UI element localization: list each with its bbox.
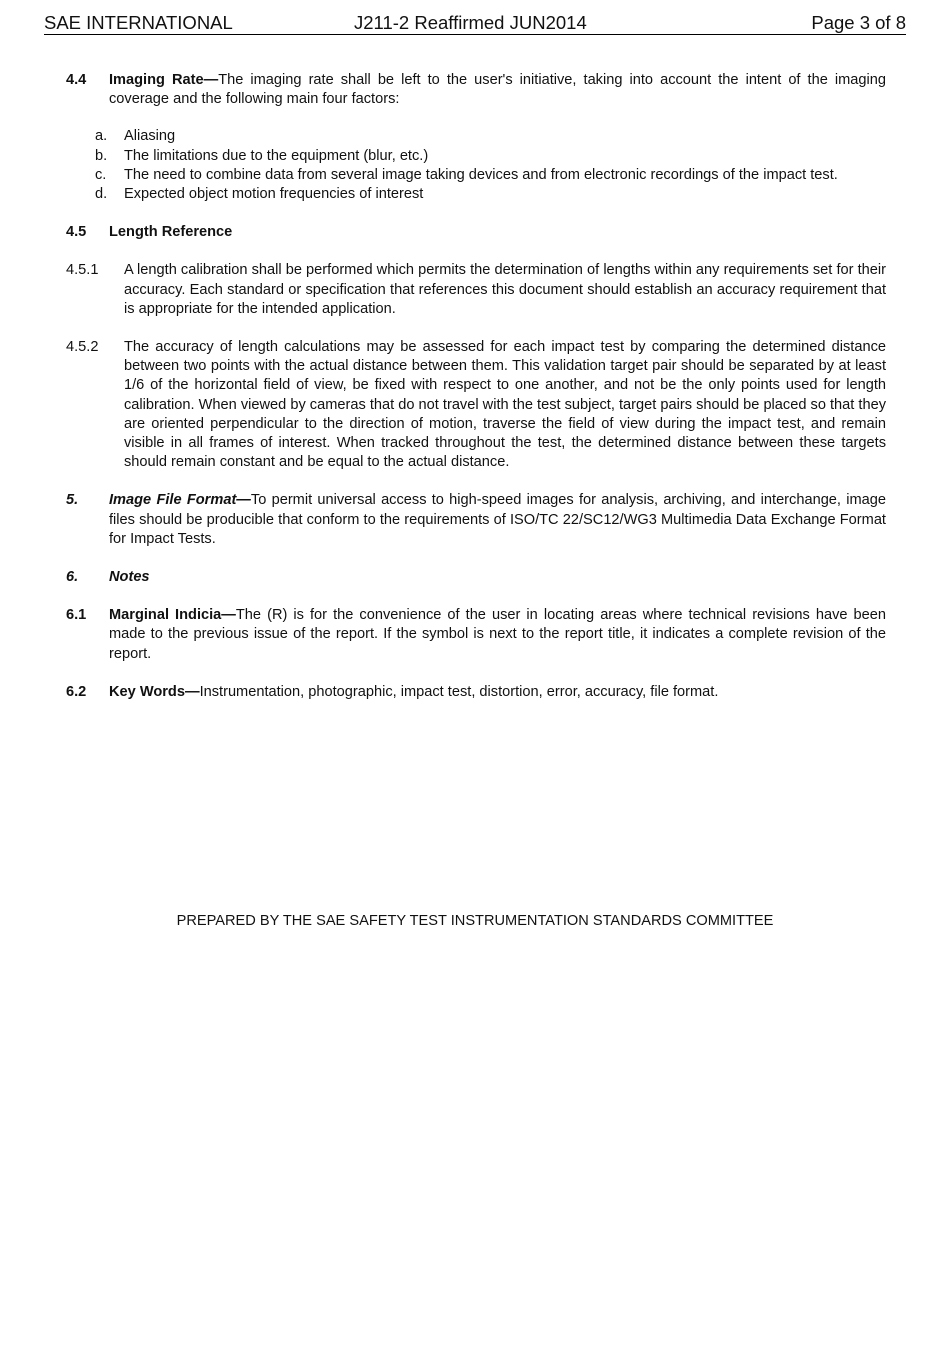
list-item-text: Aliasing xyxy=(124,128,176,145)
section-5 xyxy=(66,491,886,549)
section-title: Imaging Rate— xyxy=(109,72,219,88)
section-4-5 xyxy=(66,223,886,242)
document-body xyxy=(66,71,886,702)
section-title: Image File Format— xyxy=(109,492,251,509)
section-number: 4.5.2 xyxy=(66,339,99,356)
section-text: The (R) is for the convenience of the user in locating areas where technical revisions have been made to the previous issue of the report. If the symbol is next to the report title, it indicates a complete revision of the report. xyxy=(109,607,887,662)
section-text: Instrumentation, photographic, impact test, distortion, error, accuracy, file format. xyxy=(199,683,719,700)
section-text: The imaging rate shall be left to the user's initiative, taking into account the intent of the imaging coverage and the following main four factors: xyxy=(109,72,886,108)
section-title: Key Words— xyxy=(109,683,200,700)
header-org: SAE INTERNATIONAL xyxy=(44,12,233,33)
section-number: 6.2 xyxy=(66,683,87,700)
list-item xyxy=(66,147,886,166)
list-item-text: The need to combine data from several image taking devices and from electronic recordings of the impact test. xyxy=(124,166,838,183)
section-text: To permit universal access to high-speed images for analysis, archiving, and interchange, image files should be producible that conform to the requirements of ISO/TC 22/SC12/WG3 Multimedia Data Exchange Format for Impact Tests. xyxy=(109,492,886,547)
section-number: 4.4 xyxy=(66,72,87,88)
list-item-text: The limitations due to the equipment (blur, etc.) xyxy=(124,147,429,164)
section-number: 6. xyxy=(66,569,79,586)
list-item xyxy=(66,166,886,185)
committee-footer: PREPARED BY THE SAE SAFETY TEST INSTRUMENTATION STANDARDS COMMITTEE xyxy=(176,913,774,929)
section-number: 4.5.1 xyxy=(66,262,99,279)
page-header xyxy=(44,12,906,35)
header-page-number: Page 3 of 8 xyxy=(811,12,906,33)
section-6 xyxy=(66,568,886,587)
section-title: Marginal Indicia— xyxy=(109,607,236,624)
section-title: Length Reference xyxy=(109,224,233,241)
header-doc-id: J211-2 Reaffirmed JUN2014 xyxy=(354,12,587,33)
section-number: 4.5 xyxy=(66,224,87,241)
list-item xyxy=(66,185,886,204)
section-4-4 xyxy=(66,71,886,109)
section-6-2 xyxy=(66,683,886,702)
list-item xyxy=(66,127,886,146)
section-text: A length calibration shall be performed which permits the determination of lengths within any requirements set for their accuracy. Each standard or specification that references this document should establish an accuracy requirement that is appropriate for the intended application. xyxy=(124,262,886,317)
list-marker: a. xyxy=(95,128,108,145)
section-4-5-2 xyxy=(66,338,886,472)
list-item-text: Expected object motion frequencies of interest xyxy=(124,186,424,203)
list-marker: b. xyxy=(95,147,108,164)
section-number: 5. xyxy=(66,492,79,509)
section-number: 6.1 xyxy=(66,607,87,624)
section-6-1 xyxy=(66,606,886,664)
section-text: The accuracy of length calculations may be assessed for each impact test by comparing the determined distance between two points with the actual distance between them. This validation target pair should be separated by at least 1/6 of the horizontal field of view, be fixed with respect to one another, and not be the only points used for length calibration. When viewed by cameras that do not travel with the test subject, target pairs should be placed so that they are oriented perpendicular to the direction of motion, traverse the field of view during the impact test, and remain visible in all frames of interest. When tracked throughout the test, the determined distance between these targets should remain constant and be equal to the actual distance. xyxy=(124,339,886,471)
list-marker: d. xyxy=(95,186,108,203)
section-4-5-1 xyxy=(66,261,886,319)
list-marker: c. xyxy=(95,166,107,183)
section-title: Notes xyxy=(109,569,150,586)
imaging-factors-list xyxy=(66,127,886,204)
